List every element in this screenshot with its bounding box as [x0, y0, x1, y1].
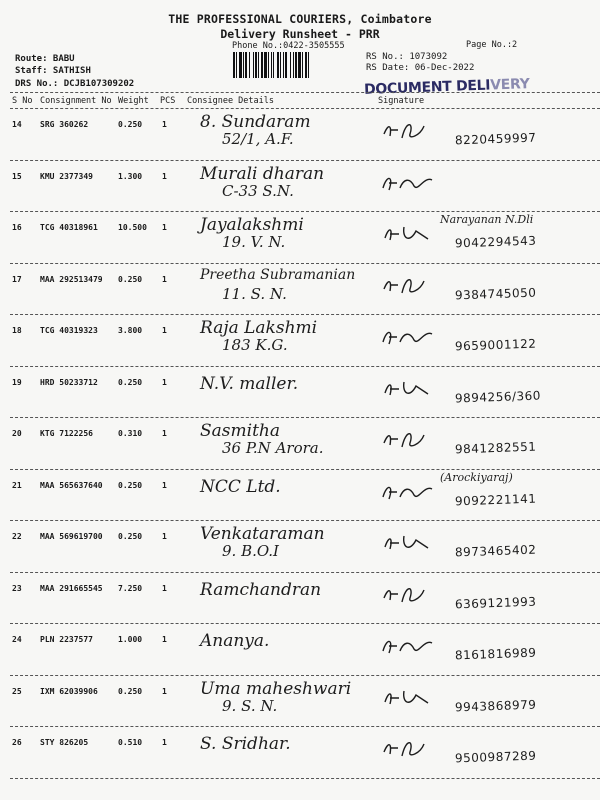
recipient-phone: 8973465402	[454, 542, 537, 560]
signature-scribble	[380, 633, 438, 659]
signature-note: (Arockiyaraj)	[440, 470, 513, 484]
serial-number: 26	[12, 738, 22, 747]
serial-number: 18	[12, 326, 22, 335]
row-divider	[10, 572, 600, 573]
signature-scribble	[380, 273, 438, 299]
barcode	[233, 52, 355, 78]
recipient-phone: 9659001122	[454, 336, 537, 354]
table-row	[0, 728, 600, 780]
signature-scribble	[380, 221, 438, 247]
table-row	[0, 162, 600, 214]
route-label: Route: BABU	[15, 54, 75, 64]
table-row	[0, 265, 600, 317]
consignee-address: 36 P.N Arora.	[222, 439, 324, 457]
pieces-count: 1	[162, 377, 167, 387]
consignee-address: 52/1, A.F.	[222, 130, 294, 148]
weight-value: 1.300	[118, 171, 143, 181]
rs-date: RS Date: 06-Dec-2022	[366, 63, 475, 73]
recipient-phone: 9943868979	[454, 697, 537, 714]
serial-number: 22	[12, 532, 22, 541]
consignee-name: Preetha Subramanian	[200, 266, 356, 283]
page-number: Page No.:2	[466, 40, 518, 50]
serial-number: 19	[12, 377, 22, 387]
signature-scribble	[380, 170, 438, 196]
header-top-rule	[10, 92, 600, 93]
consignment-number: IXM 62039906	[40, 686, 98, 696]
weight-value: 0.250	[118, 120, 143, 129]
table-row	[0, 316, 600, 368]
signature-scribble	[380, 376, 438, 402]
row-divider	[10, 417, 600, 418]
table-row	[0, 471, 600, 523]
col-pcs: PCS	[160, 96, 176, 106]
pieces-count: 1	[162, 326, 167, 335]
col-consignment: Consignment No	[40, 96, 112, 106]
pieces-count: 1	[162, 532, 167, 541]
consignee-name: Ananya.	[200, 631, 270, 651]
pieces-count: 1	[162, 274, 167, 284]
row-divider	[10, 623, 600, 624]
weight-value: 0.310	[118, 429, 143, 438]
table-row	[0, 419, 600, 471]
row-divider	[10, 675, 600, 676]
rs-number: RS No.: 1073092	[366, 52, 448, 62]
row-divider	[10, 520, 600, 521]
consignee-address: 11. S. N.	[222, 284, 287, 303]
pieces-count: 1	[162, 738, 167, 747]
consignment-number: TCG 40319323	[40, 326, 98, 335]
row-divider	[10, 263, 600, 264]
signature-note: Narayanan N.Dli	[440, 213, 534, 226]
recipient-phone: 9841282551	[454, 439, 537, 457]
serial-number: 21	[12, 480, 22, 490]
serial-number: 15	[12, 171, 22, 181]
pieces-count: 1	[162, 635, 167, 644]
signature-scribble	[380, 479, 438, 505]
drs-number: DRS No.: DCJB107309202	[15, 79, 135, 89]
serial-number: 20	[12, 429, 22, 438]
weight-value: 3.800	[118, 326, 143, 335]
signature-scribble	[380, 736, 438, 762]
consignee-address: C-33 S.N.	[222, 181, 294, 200]
phone-number: Phone No.:0422-3505555	[232, 41, 345, 51]
weight-value: 0.250	[118, 377, 143, 387]
row-divider	[10, 726, 600, 727]
col-consignee: Consignee Details	[187, 96, 274, 106]
signature-scribble	[380, 530, 438, 556]
row-divider	[10, 469, 600, 470]
recipient-phone: 9500987289	[454, 748, 537, 766]
consignee-name: Venkataraman	[200, 524, 325, 544]
table-row	[0, 213, 600, 265]
consignment-number: TCG 40318961	[40, 223, 98, 232]
company-title: THE PROFESSIONAL COURIERS, Coimbatore	[168, 12, 432, 26]
serial-number: 25	[12, 686, 22, 696]
weight-value: 0.250	[118, 532, 143, 541]
pieces-count: 1	[162, 480, 167, 490]
consignee-name: Sasmitha	[200, 421, 280, 441]
runsheet-title: Delivery Runsheet - PRR	[220, 27, 380, 41]
consignee-name: Ramchandran	[200, 579, 322, 600]
consignee-name: Raja Lakshmi	[200, 318, 318, 338]
col-weight: Weight	[118, 96, 149, 106]
consignee-name: Uma maheshwari	[200, 678, 352, 699]
weight-value: 10.500	[118, 223, 147, 232]
consignee-name: N.V. maller.	[200, 373, 299, 394]
consignee-name: Murali dharan	[200, 163, 325, 184]
consignee-name: 8. Sundaram	[200, 112, 311, 132]
signature-scribble	[380, 427, 438, 453]
pieces-count: 1	[162, 583, 167, 593]
row-divider	[10, 366, 600, 367]
weight-value: 0.510	[118, 738, 143, 747]
consignment-number: MAA 292513479	[40, 274, 103, 284]
serial-number: 17	[12, 274, 22, 284]
pieces-count: 1	[162, 223, 167, 232]
col-sno: S No	[12, 96, 33, 106]
consignment-number: PLN 2237577	[40, 635, 93, 644]
weight-value: 0.250	[118, 686, 143, 696]
table-row	[0, 677, 600, 729]
consignment-number: KMU 2377349	[40, 171, 93, 181]
consignee-name: S. Sridhar.	[200, 734, 291, 754]
pieces-count: 1	[162, 171, 167, 181]
recipient-phone: 9092221141	[454, 491, 537, 508]
serial-number: 16	[12, 223, 22, 232]
signature-scribble	[380, 118, 438, 144]
serial-number: 23	[12, 583, 22, 593]
serial-number: 14	[12, 120, 22, 129]
col-signature: Signature	[378, 96, 425, 106]
row-divider	[10, 211, 600, 212]
stamp-faded-text: VERY	[489, 76, 530, 94]
consignment-number: MAA 291665545	[40, 583, 103, 593]
document-delivery-stamp	[364, 76, 530, 98]
signature-scribble	[380, 685, 438, 711]
header-bottom-rule	[10, 108, 600, 109]
recipient-phone: 9042294543	[454, 233, 537, 251]
recipient-phone: 8220459997	[454, 130, 537, 148]
row-divider	[10, 314, 600, 315]
stamp-main-text: DOCUMENT DELI	[363, 77, 491, 98]
consignee-name: NCC Ltd.	[200, 476, 281, 497]
signature-scribble	[380, 324, 438, 350]
weight-value: 0.250	[118, 274, 143, 284]
table-row	[0, 368, 600, 420]
signature-scribble	[380, 582, 438, 608]
consignment-number: STY 826205	[40, 738, 89, 747]
recipient-phone: 8161816989	[454, 645, 537, 663]
consignment-number: HRD 50233712	[40, 377, 98, 387]
consignment-number: MAA 565637640	[40, 480, 103, 490]
staff-label: Staff: SATHISH	[15, 66, 91, 76]
consignee-address: 183 K.G.	[222, 336, 288, 354]
consignee-address: 9. S. N.	[222, 696, 278, 715]
consignment-number: SRG 360262	[40, 120, 89, 129]
row-divider	[10, 778, 600, 779]
consignment-number: KTG 7122256	[40, 429, 93, 438]
table-row	[0, 110, 600, 162]
table-row	[0, 625, 600, 677]
recipient-phone: 6369121993	[454, 594, 537, 611]
consignee-address: 19. V. N.	[222, 233, 286, 251]
consignment-number: MAA 569619700	[40, 532, 103, 541]
consignee-name: Jayalakshmi	[200, 215, 304, 235]
consignee-address: 9. B.O.I	[222, 542, 279, 560]
recipient-phone: 9894256/360	[454, 388, 542, 405]
weight-value: 7.250	[118, 583, 143, 593]
row-divider	[10, 160, 600, 161]
pieces-count: 1	[162, 686, 167, 696]
table-row	[0, 522, 600, 574]
table-row	[0, 574, 600, 626]
pieces-count: 1	[162, 120, 167, 129]
serial-number: 24	[12, 635, 22, 644]
recipient-phone: 9384745050	[454, 285, 537, 302]
weight-value: 0.250	[118, 480, 143, 490]
pieces-count: 1	[162, 429, 167, 438]
weight-value: 1.000	[118, 635, 143, 644]
